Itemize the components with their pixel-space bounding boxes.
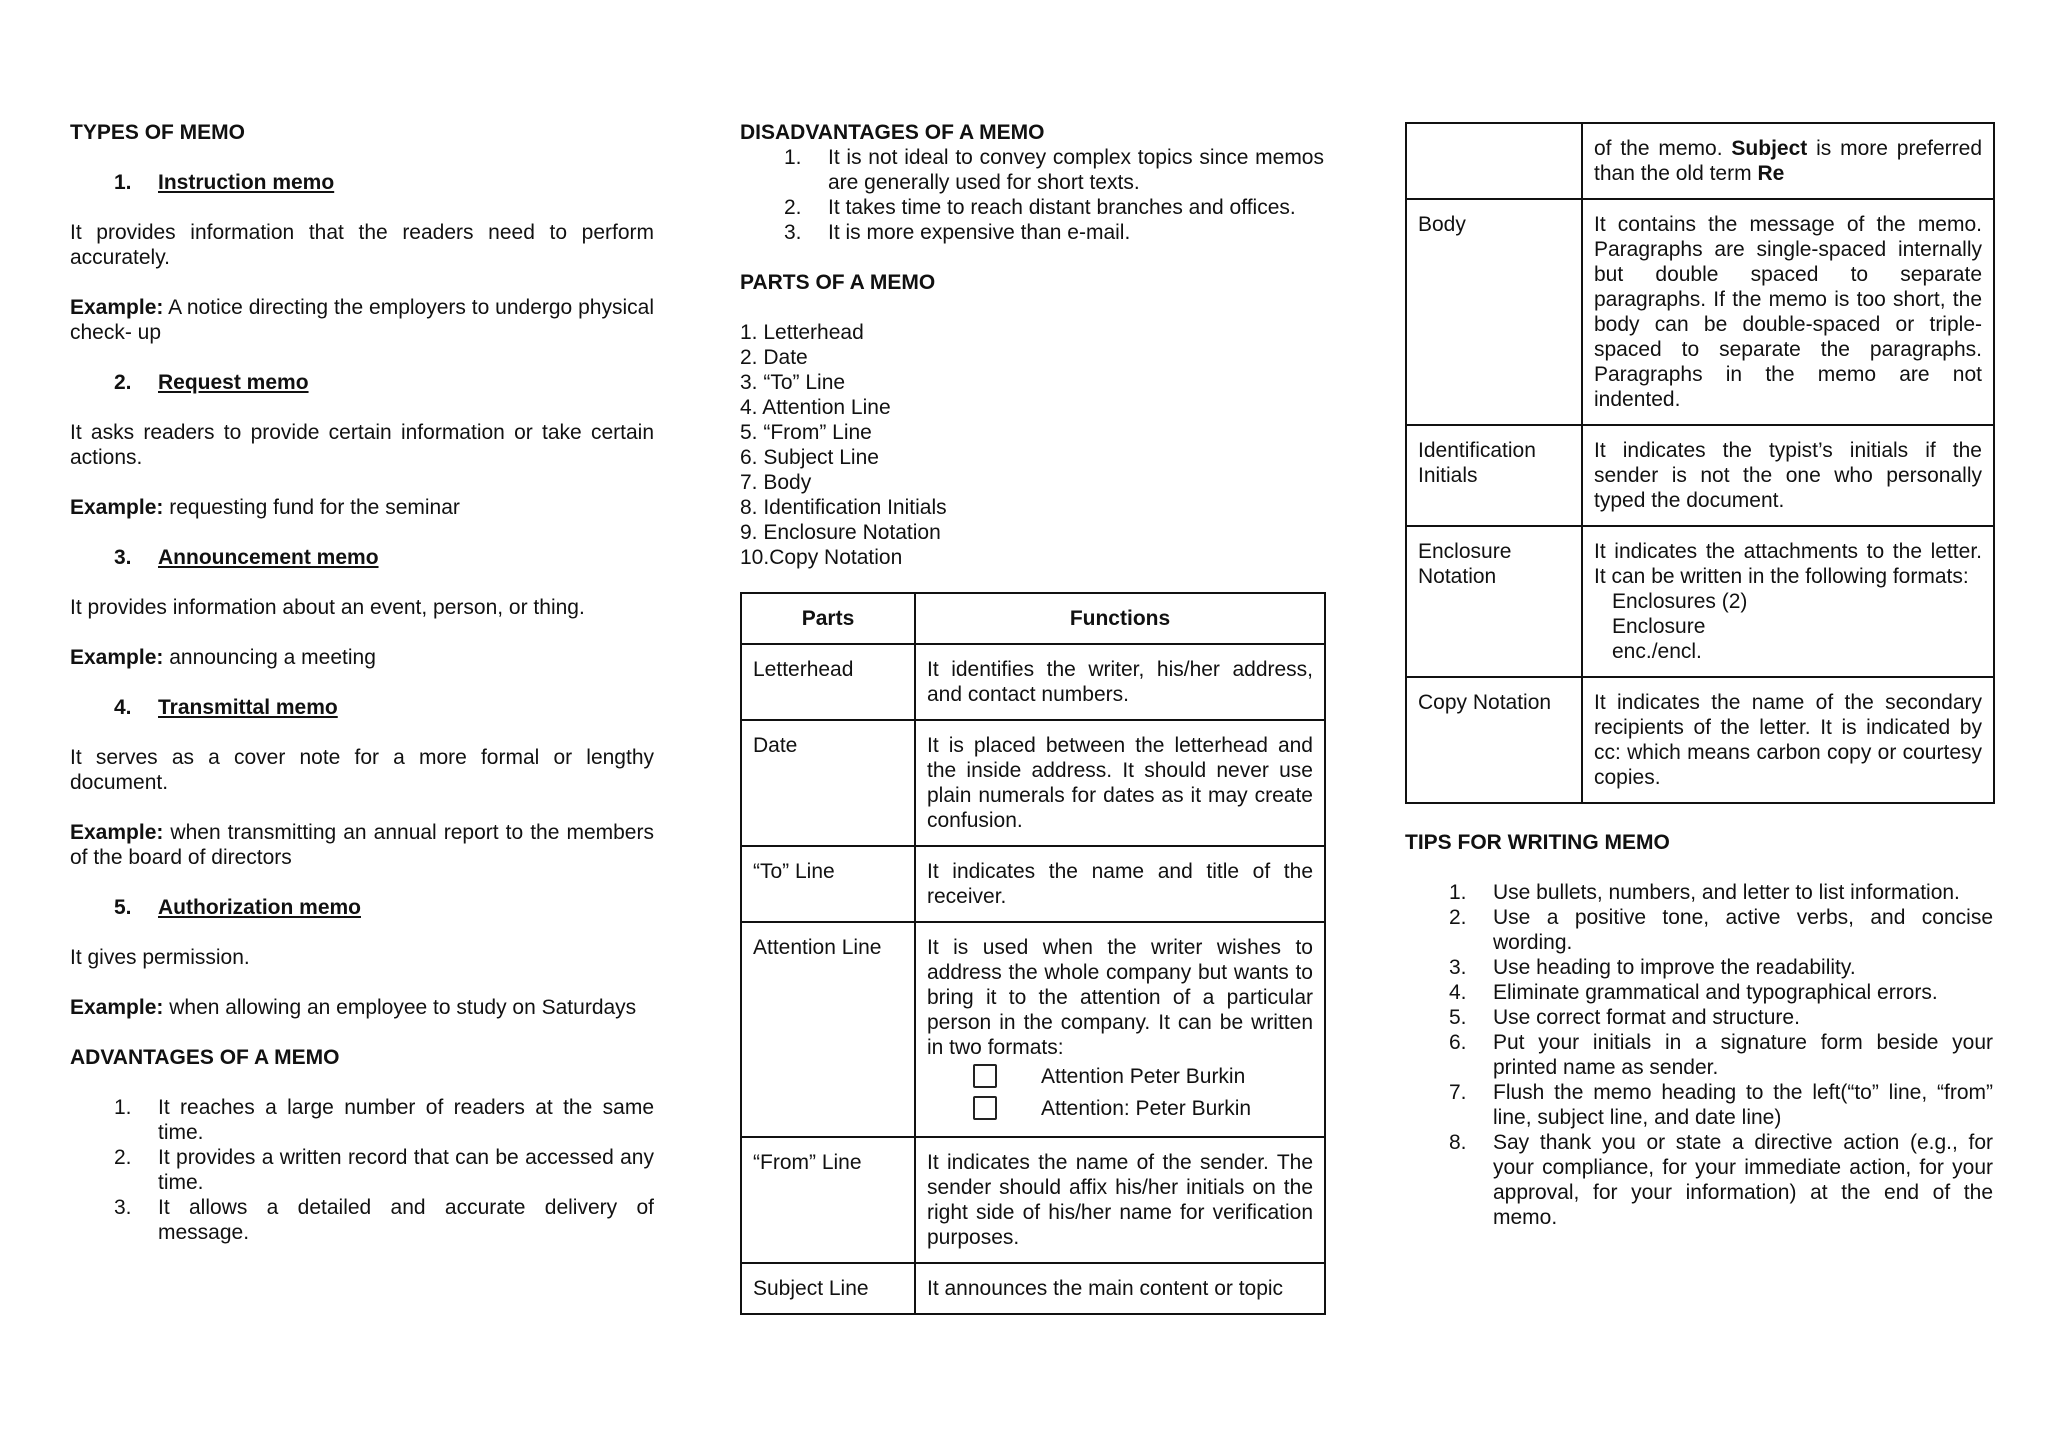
list-item: 6. Subject Line <box>740 446 879 469</box>
parts-list <box>740 320 1324 570</box>
type-title: Instruction memo <box>158 171 335 194</box>
list-item: 7. Flush the memo heading to the left(“to” line, “from” line, subject line, and date line) <box>1449 1081 1993 1129</box>
function-cell: It indicates the name and title of the receiver. <box>915 846 1325 922</box>
type-example: Example: announcing a meeting <box>70 646 376 669</box>
list-item: 2. It provides a written record that can be accessed any time. <box>114 1146 654 1194</box>
table-row <box>1406 677 1994 803</box>
table-row <box>741 846 1325 922</box>
function-cell: It announces the main content or topic <box>915 1263 1325 1314</box>
type-title: Request memo <box>158 371 309 394</box>
part-cell <box>1406 123 1582 199</box>
part-cell: “To” Line <box>741 846 915 922</box>
advantages-list <box>70 1095 654 1245</box>
list-item: 8. Say thank you or state a directive action (e.g., for your compliance, for your immediate action, for your approval, for your information) at the end of the memo. <box>1449 1131 1993 1229</box>
type-title: Authorization memo <box>158 896 361 919</box>
list-item: 1. It reaches a large number of readers at the same time. <box>114 1096 654 1144</box>
type-description: It asks readers to provide certain information or take certain actions. <box>70 421 654 469</box>
format-line: Enclosures (2) <box>1612 590 1748 613</box>
function-cell: It identifies the writer, his/her address, and contact numbers. <box>915 644 1325 720</box>
list-item: 6. Put your initials in a signature form beside your printed name as sender. <box>1449 1031 1993 1079</box>
function-cell: It indicates the name of the sender. The sender should affix his/her initials on the right side of his/her name for verification purposes. <box>915 1137 1325 1263</box>
type-title: Transmittal memo <box>158 696 338 719</box>
part-cell: Copy Notation <box>1406 677 1582 803</box>
list-item: 4. Eliminate grammatical and typographical errors. <box>1449 981 1938 1004</box>
type-item <box>70 170 654 370</box>
list-item: 10.Copy Notation <box>740 546 903 569</box>
list-item: 1. It is not ideal to convey complex topics since memos are generally used for short texts. <box>784 146 1324 194</box>
table-row <box>741 922 1325 1137</box>
type-item <box>70 370 654 545</box>
format-option: Attention: Peter Burkin <box>973 1092 1313 1124</box>
list-item: 4. Attention Line <box>740 396 891 419</box>
type-item <box>70 895 654 1045</box>
type-description: It gives permission. <box>70 946 250 969</box>
part-cell: Date <box>741 720 915 846</box>
table-row <box>741 720 1325 846</box>
type-description: It serves as a cover note for a more formal or lengthy document. <box>70 746 654 794</box>
format-option: Attention Peter Burkin <box>973 1060 1313 1092</box>
list-item: 9. Enclosure Notation <box>740 521 941 544</box>
table-row <box>741 1263 1325 1314</box>
part-cell: Letterhead <box>741 644 915 720</box>
list-item: 2. It takes time to reach distant branches and offices. <box>784 196 1296 219</box>
table-row <box>741 1137 1325 1263</box>
table-header-row <box>741 593 1325 644</box>
list-item: 3. “To” Line <box>740 371 846 394</box>
function-cell: It indicates the name of the secondary recipients of the letter. It is indicated by cc: which means carbon copy or courtesy copies. <box>1582 677 1994 803</box>
type-title: Announcement memo <box>158 546 379 569</box>
list-item: 3. It allows a detailed and accurate delivery of message. <box>114 1196 654 1244</box>
type-example: Example: A notice directing the employers to undergo physical check- up <box>70 296 654 344</box>
type-description: It provides information that the readers need to perform accurately. <box>70 221 654 269</box>
advantages-heading: ADVANTAGES OF A MEMO <box>70 1046 340 1069</box>
type-number: 1. <box>114 171 132 194</box>
type-number: 2. <box>114 371 132 394</box>
function-cell: It is used when the writer wishes to address the whole company but wants to bring it to the attention of a particular person in the company. It can be written in two formats: Attention Peter Burkin Attention: Peter Burkin <box>915 922 1325 1137</box>
function-cell: It indicates the typist’s initials if the sender is not the one who personally typed the document. <box>1582 425 1994 526</box>
list-item: 2. Date <box>740 346 808 369</box>
table-row <box>1406 123 1994 199</box>
list-item: 7. Body <box>740 471 812 494</box>
column-tips <box>1405 122 1993 1230</box>
part-cell: Subject Line <box>741 1263 915 1314</box>
checkbox-icon <box>973 1096 997 1120</box>
list-item: 5. Use correct format and structure. <box>1449 1006 1800 1029</box>
function-cell: of the memo. Subject is more preferred than the old term Re <box>1582 123 1994 199</box>
part-cell: Attention Line <box>741 922 915 1137</box>
parts-table-continued <box>1405 122 1995 804</box>
function-cell: It is placed between the letterhead and the inside address. It should never use plain numerals for dates as it may create confusion. <box>915 720 1325 846</box>
type-number: 4. <box>114 696 132 719</box>
header-parts: Parts <box>741 593 915 644</box>
column-parts <box>740 120 1324 1315</box>
format-line: Enclosure <box>1612 615 1706 638</box>
list-item: 1. Use bullets, numbers, and letter to list information. <box>1449 881 1960 904</box>
list-item: 8. Identification Initials <box>740 496 947 519</box>
list-item: 2. Use a positive tone, active verbs, and concise wording. <box>1449 906 1993 954</box>
type-example: Example: when allowing an employee to study on Saturdays <box>70 996 637 1019</box>
table-row <box>1406 425 1994 526</box>
type-number: 5. <box>114 896 132 919</box>
header-functions: Functions <box>915 593 1325 644</box>
type-item <box>70 695 654 895</box>
types-heading: TYPES OF MEMO <box>70 121 246 144</box>
checkbox-icon <box>973 1064 997 1088</box>
type-example: Example: when transmitting an annual report to the members of the board of directors <box>70 821 654 869</box>
column-types <box>70 120 654 1245</box>
part-cell: Identification Initials <box>1406 425 1582 526</box>
function-cell: It indicates the attachments to the letter. It can be written in the following formats: Enclosures (2) Enclosure enc./encl. <box>1582 526 1994 677</box>
type-number: 3. <box>114 546 132 569</box>
tips-heading: TIPS FOR WRITING MEMO <box>1405 831 1670 854</box>
disadvantages-heading: DISADVANTAGES OF A MEMO <box>740 121 1045 144</box>
function-cell: It contains the message of the memo. Paragraphs are single-spaced internally but double spaced to separate paragraphs. If the memo is too short, the body can be double-spaced or triple-spaced to separate the paragraphs. Paragraphs in the memo are not indented. <box>1582 199 1994 425</box>
parts-table <box>740 592 1326 1315</box>
table-row <box>741 644 1325 720</box>
tips-list <box>1405 880 1993 1230</box>
disadvantages-list <box>740 145 1324 245</box>
part-cell: Body <box>1406 199 1582 425</box>
part-cell: Enclosure Notation <box>1406 526 1582 677</box>
part-cell: “From” Line <box>741 1137 915 1263</box>
list-item: 3. Use heading to improve the readability. <box>1449 956 1856 979</box>
table-row <box>1406 526 1994 677</box>
list-item: 1. Letterhead <box>740 321 864 344</box>
type-example: Example: requesting fund for the seminar <box>70 496 460 519</box>
list-item: 3. It is more expensive than e-mail. <box>784 221 1131 244</box>
list-item: 5. “From” Line <box>740 421 872 444</box>
parts-heading: PARTS OF A MEMO <box>740 271 936 294</box>
type-item <box>70 545 654 695</box>
format-line: enc./encl. <box>1612 640 1702 663</box>
table-row <box>1406 199 1994 425</box>
type-description: It provides information about an event, person, or thing. <box>70 596 585 619</box>
